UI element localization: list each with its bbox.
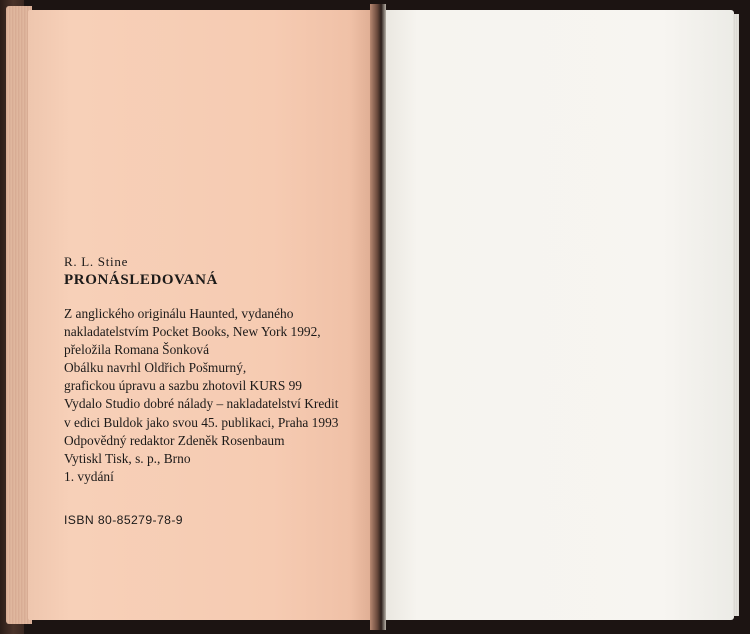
- book-gutter: [370, 4, 386, 630]
- colophon-line: Vydalo Studio dobré nálady – nakladatelství Kredit: [64, 396, 339, 412]
- colophon-line: Z anglického originálu Haunted, vydaného: [64, 306, 294, 321]
- book-title: PRONÁSLEDOVANÁ: [64, 272, 218, 288]
- colophon-line: Obálku navrhl Oldřich Pošmurný,: [64, 360, 247, 376]
- colophon-line: v edici Buldok jako svou 45. publikaci, Praha 1993: [64, 414, 339, 430]
- right-page: [382, 10, 734, 620]
- author-name: R. L. Stine: [64, 254, 129, 269]
- right-page-stack: [733, 14, 739, 616]
- colophon-line: přeložila Romana Šonková: [64, 342, 210, 358]
- colophon-line: Odpovědný redaktor Zdeněk Rosenbaum: [64, 432, 285, 448]
- colophon-line: 1. vydání: [64, 468, 114, 484]
- isbn-number: ISBN 80-85279-78-9: [64, 513, 183, 527]
- colophon-line: nakladatelstvím Pocket Books, New York 1992,: [64, 324, 321, 340]
- colophon-text: [64, 305, 338, 486]
- colophon-line: grafickou úpravu a sazbu zhotovil KURS 99: [64, 378, 303, 394]
- colophon-line: Vytiskl Tisk, s. p., Brno: [64, 450, 191, 466]
